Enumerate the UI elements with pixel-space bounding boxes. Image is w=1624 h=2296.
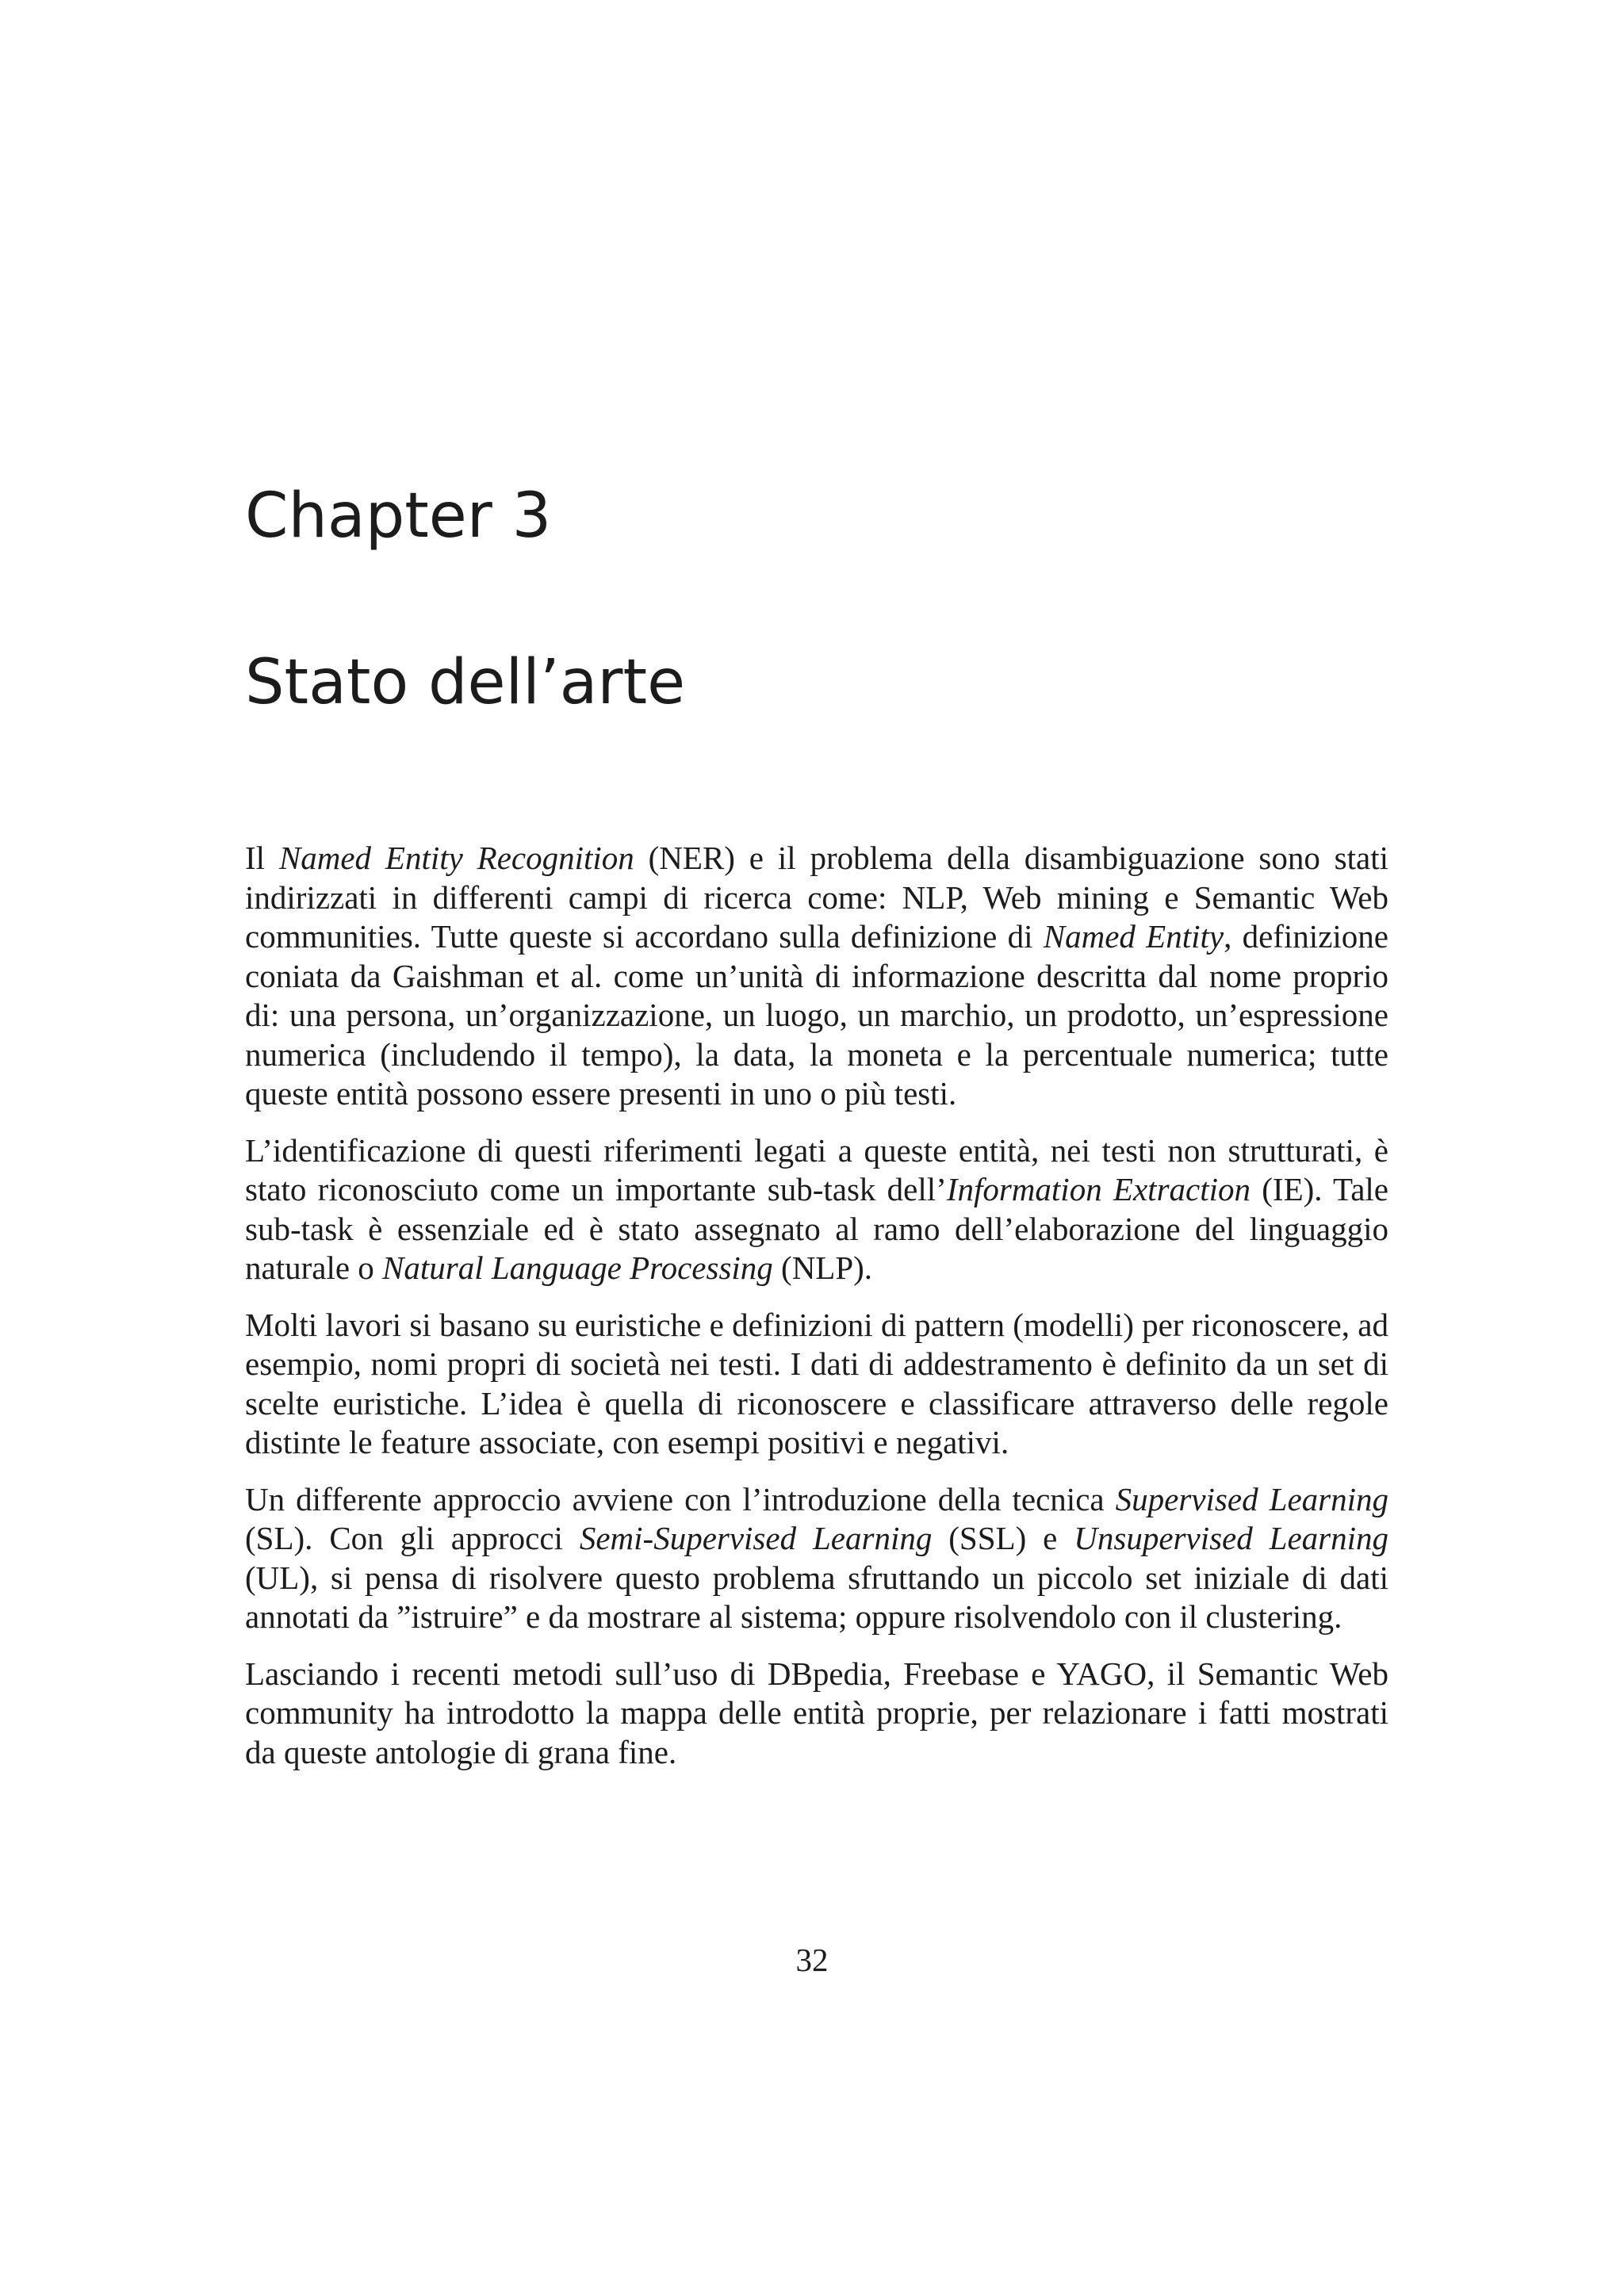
italic-term: Natural Language Processing: [382, 1249, 773, 1286]
italic-term: Semi-Supervised Learning: [579, 1520, 933, 1556]
text-run: Lasciando i recenti metodi sull’uso di DBpedia, Freebase e YAGO, il Semantic Web community ha introdotto la mappa delle entità proprie, per relazionare i fatti mostrati da queste antologie di grana fine.: [245, 1655, 1388, 1770]
italic-term: Unsupervised Learning: [1074, 1520, 1389, 1556]
text-run: (SSL) e: [932, 1520, 1074, 1556]
text-run: L’identificazione di questi riferimenti legati a queste entità, nei testi non strutturati, è stato riconosciuto come un importante sub-task dell’: [245, 1131, 1388, 1207]
italic-term: Named Entity: [1043, 918, 1224, 955]
page-number: 32: [795, 1942, 829, 1978]
chapter-title: Stato dell’arte: [245, 647, 686, 718]
text-run: Molti lavori si basano su euristiche e definizioni di pattern (modelli) per riconoscere, ad esempio, nomi propri di società nei testi. I dati di addestramento è definito da un set di scelte euristiche. L’idea è quella di riconoscere e classificare attraverso delle regole distinte le feature associate, con esempi positivi e negativi.: [245, 1306, 1388, 1460]
text-run: (SL). Con gli approcci: [245, 1520, 580, 1556]
italic-term: Named Entity Recognition: [278, 840, 634, 876]
paragraph: [245, 839, 1388, 1114]
paragraph: [245, 1131, 1388, 1288]
italic-term: Information Extraction: [946, 1171, 1251, 1207]
text-run: , definizione coniata da Gaishman et al. come un’unità di informazione descritta dal nome proprio di: una persona, un’organizzazione, un luogo, un marchio, un prodotto, un’espressione numerica (includendo il tempo), la data, la moneta e la percentuale numerica; tutte queste entità possono essere presenti in uno o più testi.: [245, 918, 1388, 1112]
text-run: (IE). Tale sub-task è essenziale ed è stato assegnato al ramo dell’elaborazione del linguaggio naturale o: [245, 1171, 1388, 1286]
text-run: (UL), si pensa di risolvere questo problema sfruttando un piccolo set iniziale di dati annotati da ”istruire” e da mostrare al sistema; oppure risolvendolo con il clustering.: [245, 1559, 1388, 1635]
paragraph: [245, 1306, 1388, 1463]
text-run: (NER) e il problema della disambiguazione sono stati indirizzati in differenti campi di ricerca come: NLP, Web mining e Semantic Web communities. Tutte queste si accordano sulla definizione di: [245, 840, 1389, 955]
text-run: Il: [245, 840, 279, 876]
text-run: Un differente approccio avviene con l’introduzione della tecnica: [245, 1480, 1116, 1517]
body-text: [245, 839, 1388, 1789]
paragraph: [245, 1655, 1388, 1773]
text-run: (NLP).: [772, 1249, 873, 1286]
paragraph: [245, 1480, 1388, 1637]
chapter-number: Chapter 3: [245, 480, 552, 552]
italic-term: Supervised Learning: [1115, 1480, 1388, 1517]
